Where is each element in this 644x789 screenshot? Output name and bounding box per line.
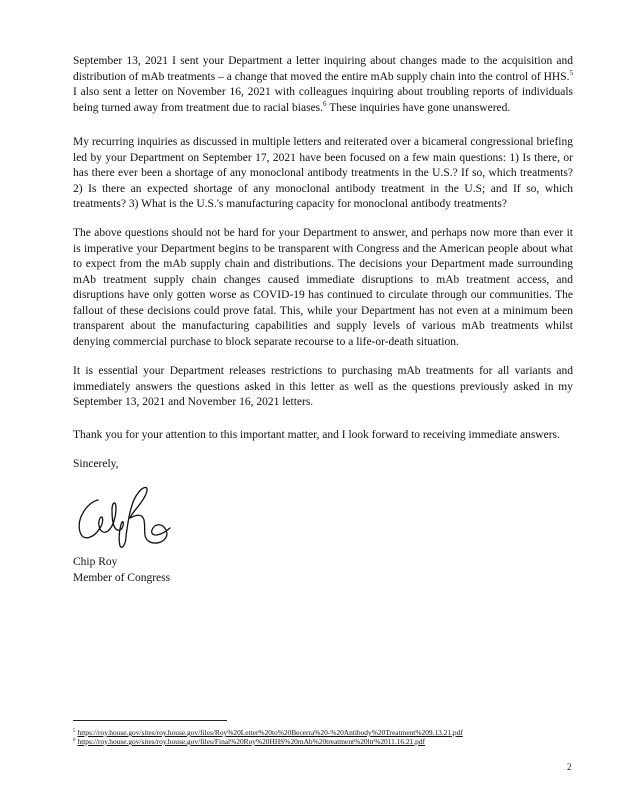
paragraph-prior-letters xyxy=(73,54,573,116)
footnote-ref-5: 5 xyxy=(569,68,573,77)
paragraph-request: It is essential your Department releases restrictions to purchasing mAb treatments for all variants and immediately answers the questions asked in this letter as well as the questions previously asked in my September 13, 2021 and November 16, 2021 letters. xyxy=(73,365,573,408)
signature-image xyxy=(70,478,190,550)
paragraph-thanks: Thank you for your attention to this important matter, and I look forward to receiving immediate answers. xyxy=(73,429,560,441)
paragraph-transparency: The above questions should not be hard for your Department to answer, and perhaps now more than ever it is imperative your Department begins to be transparent with Congress and the American people about what to expect from the mAb supply chain and distributions. The decisions your Department made surrounding mAb treatment supply chain changes caused immediate disruptions to mAb treatment access, and disruptions have only gotten worse as COVID-19 has continued to circulate through our communities. The fallout of these decisions could prove fatal. This, while your Department has not even at a minimum been transparent about the manufacturing capabilities and supply levels of various mAb treatments whilst denying commercial purchase to block separate recourse to a life-or-death situation. xyxy=(73,227,573,348)
footnote-ref-6: 6 xyxy=(323,99,327,108)
paragraph-text: September 13, 2021 I sent your Department a letter inquiring about changes made to the acquisition and distribution of mAb treatments – a change that moved the entire mAb supply chain into the control of HHS. xyxy=(73,55,573,83)
footnote-divider xyxy=(73,720,227,721)
footnote-mark: 5 xyxy=(73,729,76,734)
paragraph-text: I also sent a letter on November 16, 2021 with colleagues inquiring about troubling reports of individuals being turned away from treatment due to racial biases. xyxy=(73,86,573,114)
signer-title: Member of Congress xyxy=(73,572,171,584)
closing-salutation: Sincerely, xyxy=(73,458,119,470)
signer-name: Chip Roy xyxy=(73,556,118,568)
footnote-6 xyxy=(73,736,425,746)
paragraph-text: These inquiries have gone unanswered. xyxy=(326,101,511,114)
footnote-link[interactable]: https://roy.house.gov/sites/roy.house.gov/files/Final%20Roy%20HHS%20mAb%20treatment%20ltr%2011.16.21.pdf xyxy=(77,737,426,746)
page-number: 2 xyxy=(567,762,572,772)
paragraph-questions: My recurring inquiries as discussed in multiple letters and reiterated over a bicameral congressional briefing led by your Department on September 17, 2021 have been focused on a few main questions: 1) Is there, or has there ever been a shortage of any monoclonal antibody treatments in the U.S.? If so, which treatments? 2) Is there an expected shortage of any monoclonal antibody treatment in the U.S; and If so, which treatments? 3) What is the U.S.'s manufacturing capacity for monoclonal antibody treatments? xyxy=(73,136,573,210)
footnote-link[interactable]: https://roy.house.gov/sites/roy.house.gov/files/Roy%20Letter%20to%20Becerra%20-%20Antibody%20Treatment%209.13.21.pdf xyxy=(77,728,463,737)
footnote-mark: 6 xyxy=(73,738,76,743)
